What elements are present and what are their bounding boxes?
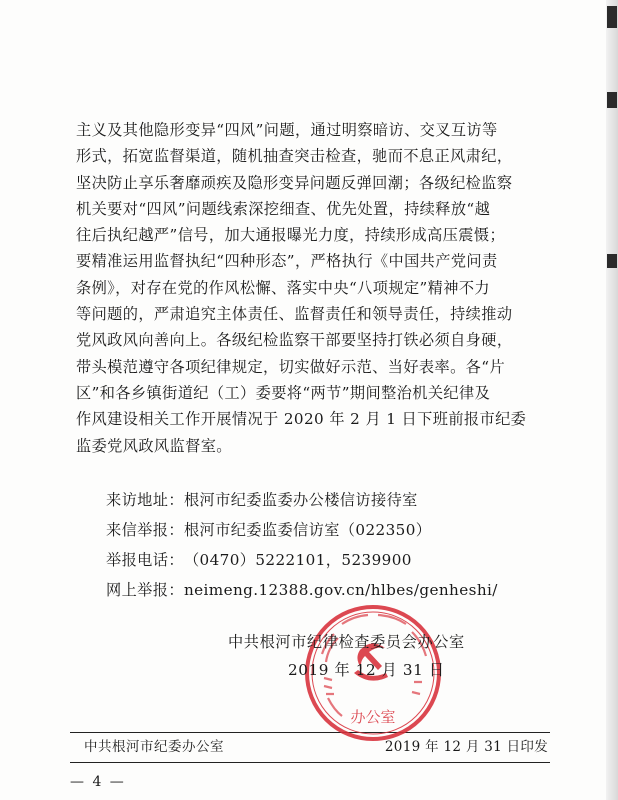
contact-label: 举报电话：	[106, 551, 184, 569]
contact-phone-report	[106, 545, 546, 575]
contact-value: neimeng.12388.gov.cn/hlbes/genheshi/	[183, 581, 498, 599]
scan-edge	[606, 0, 618, 800]
contact-list	[106, 485, 546, 605]
paragraph-line: 监委党风政风监督室。	[76, 436, 232, 455]
contact-value: 根河市纪委监委信访室（022350）	[183, 521, 432, 539]
contact-label: 网上举报：	[106, 581, 184, 599]
paragraph-line: 往后执纪越严”信号，加大通报曝光力度，持续形成高压震慑；	[76, 226, 506, 245]
body-paragraph	[76, 117, 546, 459]
paragraph-line: 要精准运用监督执纪“四种形态”，严格执行《中国共产党问责	[76, 252, 498, 271]
contact-visit-address	[106, 485, 546, 515]
footer-issuer: 中共根河市纪委办公室	[84, 739, 224, 755]
paragraph-line: 等问题的，严肃追究主体责任、监督责任和领导责任，持续推动	[76, 305, 513, 324]
contact-online-report	[106, 575, 546, 605]
signing-date: 2019 年 12 月 31 日	[288, 661, 445, 679]
paragraph-line: 党风政风向善向上。各级纪检监察干部要坚持打铁必须自身硬，	[76, 331, 513, 350]
page-number: — 4 —	[70, 774, 126, 790]
paragraph-line: 带头模范遵守各项纪律规定，切实做好示范、当好表率。各“片	[76, 357, 506, 376]
paragraph-line: 主义及其他隐形变异“四风”问题，通过明察暗访、交叉互访等	[76, 121, 498, 139]
scan-edge-mark	[607, 6, 617, 28]
signature-block	[228, 628, 528, 684]
paragraph-line: 区”和各乡镇街道纪（工）委要将“两节”期间整治机关纪律及	[76, 383, 491, 402]
paragraph-line: 作风建设相关工作开展情况于 2020 年 2 月 1 日下班前报市纪委	[76, 410, 527, 429]
paragraph-line: 机关要对“四风”问题线索深挖细查、优先处置，持续释放“越	[76, 199, 491, 218]
footer-print-date: 2019 年 12 月 31 日印发	[384, 739, 548, 755]
paragraph-line: 条例》，对存在党的作风松懈、落实中央“八项规定”精神不力	[76, 278, 491, 297]
seal-text: 办公室	[350, 708, 396, 726]
contact-value: （0470）5222101，5239900	[183, 551, 412, 569]
signing-organization: 中共根河市纪律检查委员会办公室	[228, 633, 465, 651]
paragraph-line: 形式，拓宽监督渠道，随机抽查突击检查，驰而不息正风肃纪，	[76, 147, 513, 166]
scan-edge-mark	[607, 92, 617, 108]
contact-label: 来信举报：	[106, 521, 184, 539]
contact-label: 来访地址：	[106, 491, 184, 509]
contact-letter-report	[106, 515, 546, 545]
contact-value: 根河市纪委监委办公楼信访接待室	[183, 491, 418, 509]
footer-rule-bottom	[70, 762, 550, 763]
paragraph-line: 坚决防止享乐奢靡顽疾及隐形变异问题反弹回潮；各级纪检监察	[76, 173, 513, 192]
scan-edge-mark	[607, 254, 617, 268]
